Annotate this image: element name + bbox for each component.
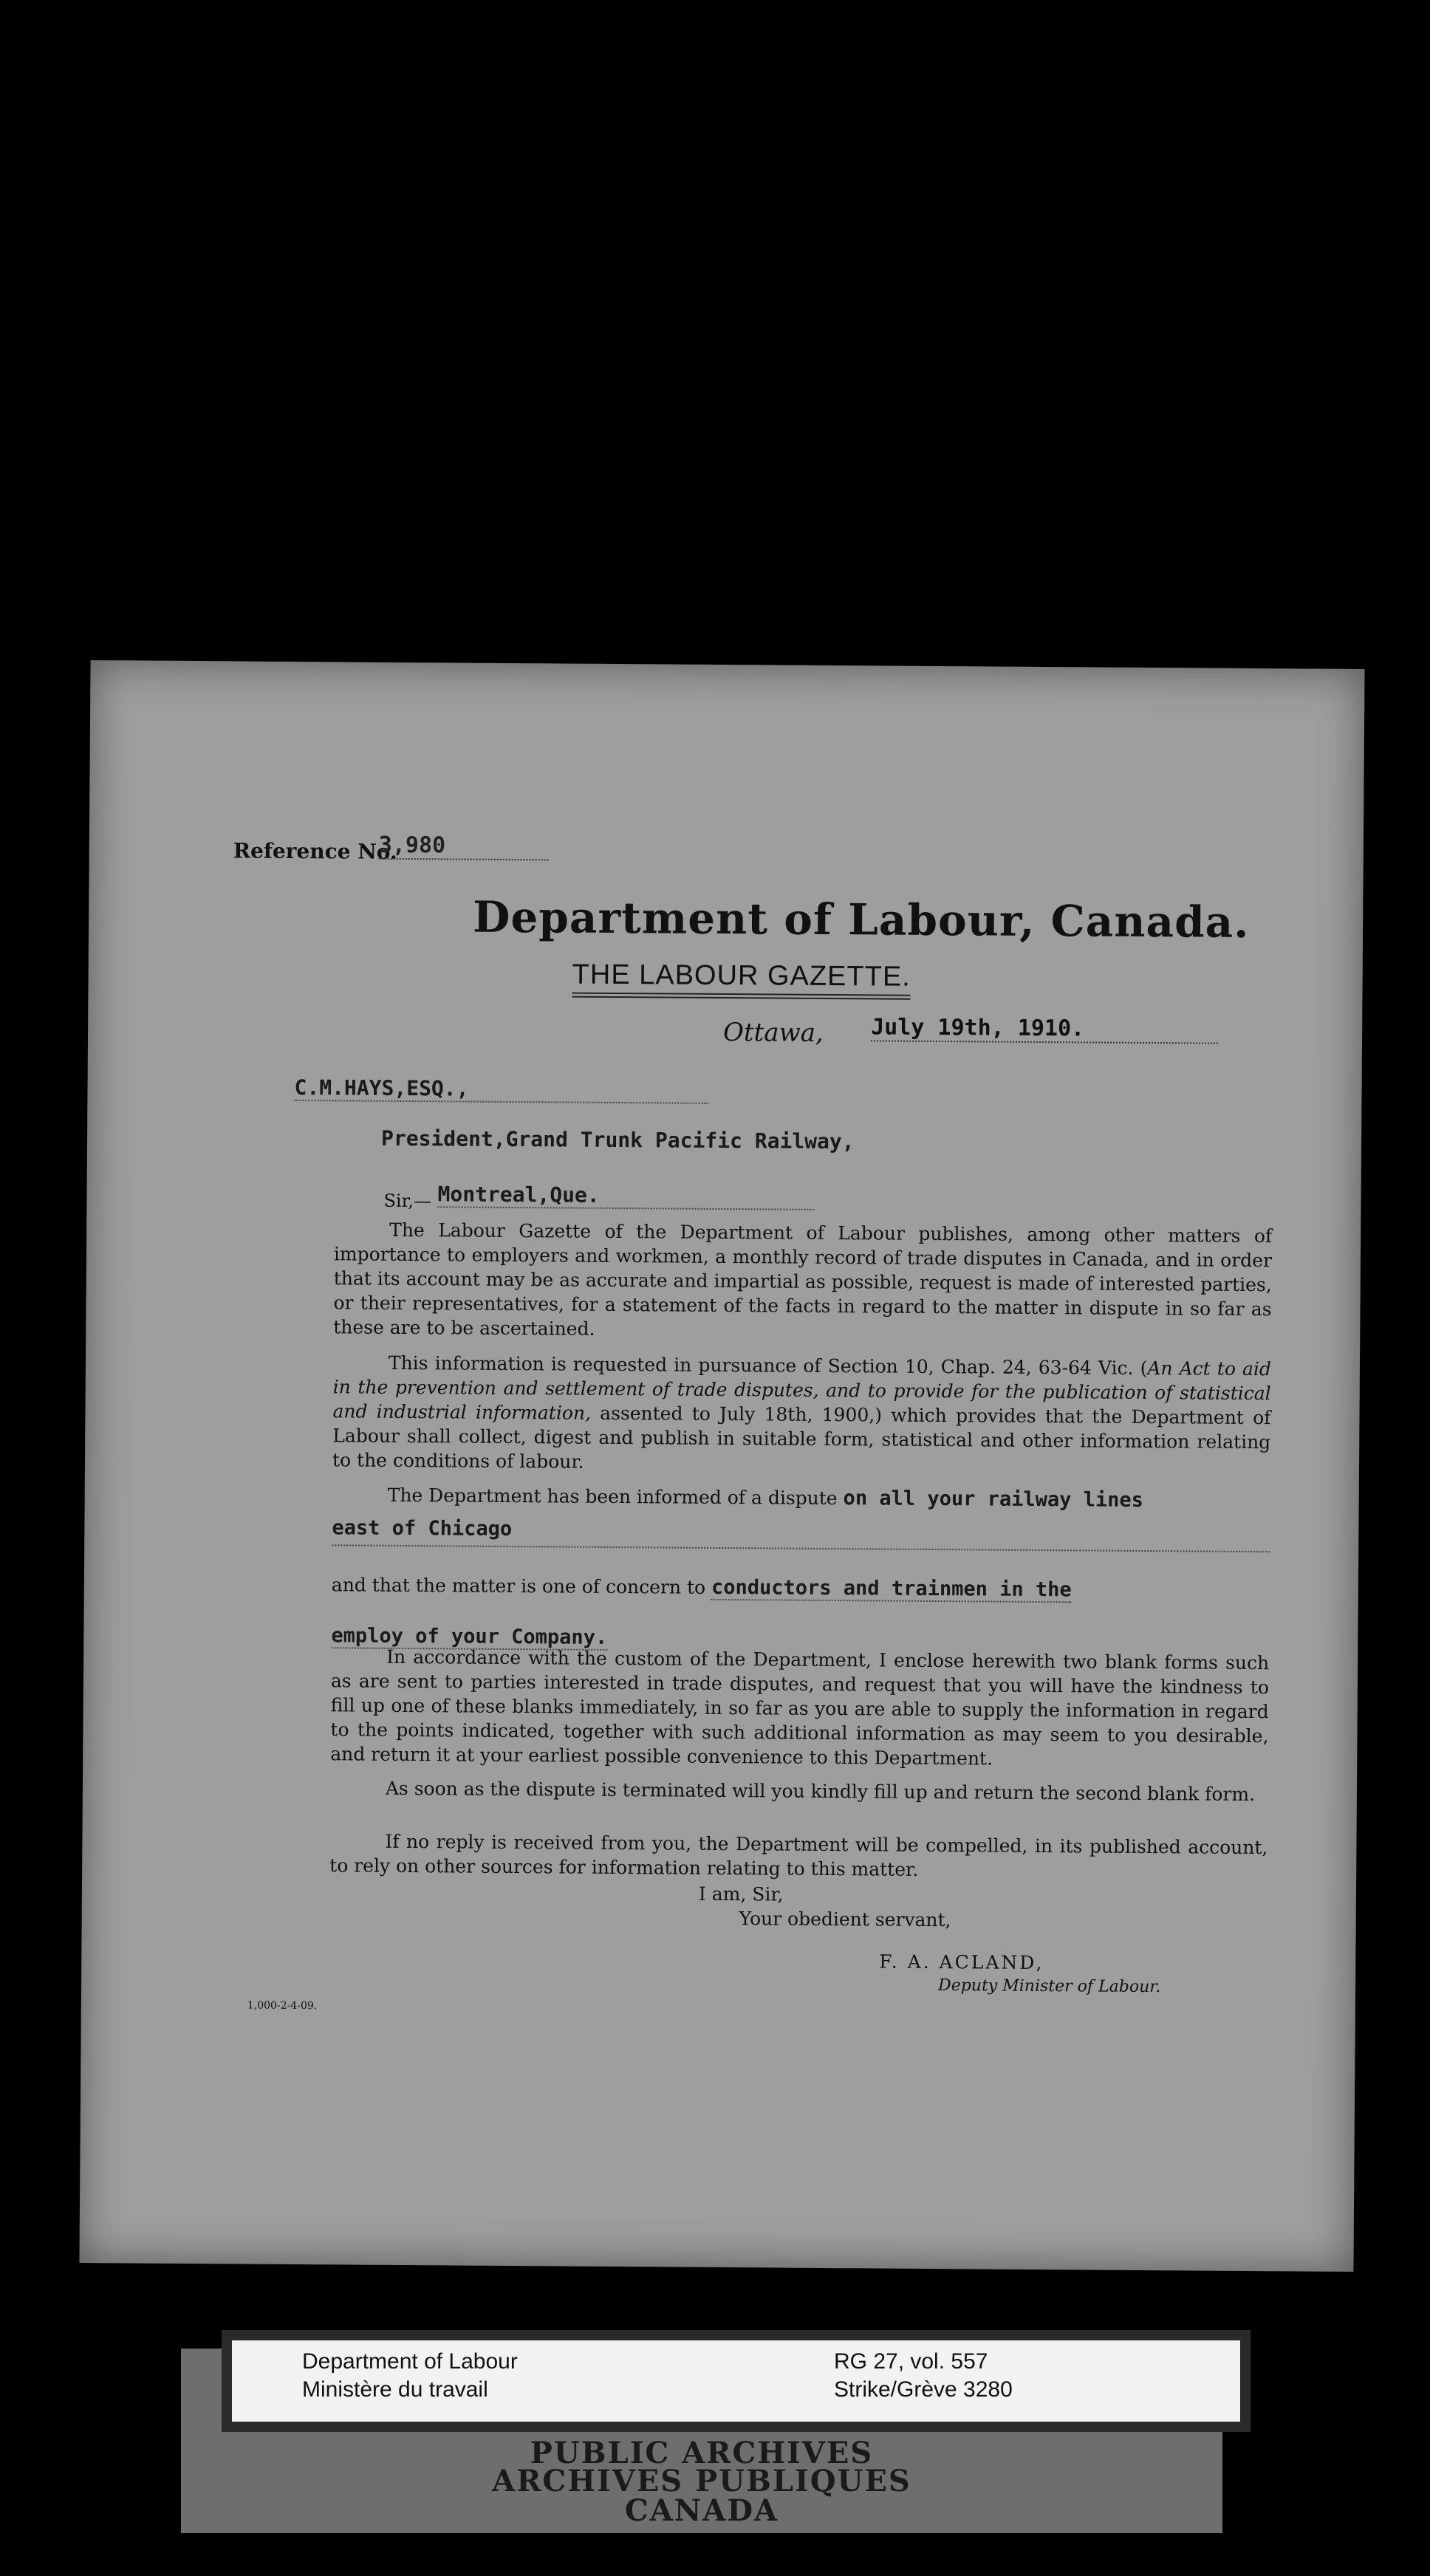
dispute-location: on all your railway lines <box>843 1487 1144 1512</box>
label-ref: RG 27, vol. 557 <box>834 2349 988 2374</box>
paragraph-4: In accordance with the custom of the Department, I enclose herewith two blank forms such as are sent to parties interested in trade disputes, and request that you will have the kindness to fill up one of these blanks immediately, in so far as you are able to supply the information in regard to the points indicated, together with such additional information as may seem to you desirable, and return it at your earliest possible convenience to this Department. <box>330 1645 1270 1770</box>
paragraph-1: The Labour Gazette of the Department of Labour publishes, among other matters of importance to employers and workmen, a monthly record of trade disputes in Canada, and in order that its account may be as accurate and impartial as possible, request is made of interested parties, or their representatives, for a statement of the facts in regard to the matter in dispute in so far as these are to be ascertained. <box>333 1219 1273 1340</box>
addressee-name: C.M.HAYS,ESQ., <box>294 1075 708 1104</box>
paragraph-5: As soon as the dispute is terminated will you kindly fill up and return the second blank form. <box>385 1777 1256 1806</box>
gazette-title: THE LABOUR GAZETTE. <box>572 959 910 996</box>
concerned-parties: conductors and trainmen in the <box>711 1575 1072 1602</box>
label-file: Strike/Grève 3280 <box>834 2377 1013 2402</box>
act-title: An Act to aid in the prevention and settlement of trade disputes, and to provide for the publication of statistical and industrial information, <box>332 1357 1272 1424</box>
place: Ottawa, <box>722 1017 824 1048</box>
addressee-title: President,Grand Trunk Pacific Railway, <box>380 1126 855 1154</box>
reference-label: Reference No. <box>233 838 397 864</box>
department-title: Department of Labour, Canada. <box>472 891 1250 948</box>
label-dept-fr: Ministère du travail <box>302 2377 488 2402</box>
signer-title: Deputy Minister of Labour. <box>938 1976 1161 1997</box>
concerned-parties-cont: employ of your Company. <box>331 1624 608 1649</box>
salutation: Sir,— <box>383 1190 432 1212</box>
paragraph-3: The Department has been informed of a dispute on all your railway lines east of Chicago and that the matter is one of concern to conductors and trainmen in the employ of your Company. <box>331 1478 1270 1657</box>
reference-number: 3,980 <box>379 832 549 861</box>
label-dept-en: Department of Labour <box>302 2349 518 2374</box>
closing-line-2: Your obedient servant, <box>739 1908 951 1931</box>
closing-line-1: I am, Sir, <box>698 1883 784 1905</box>
archive-label <box>222 2330 1251 2432</box>
dispute-location-cont: east of Chicago <box>332 1516 513 1541</box>
archive-stamp-line-2: ARCHIVES PUBLIQUES <box>492 2464 911 2498</box>
signer-name: F. A. ACLAND, <box>879 1950 1044 1974</box>
archive-stamp-line-1: PUBLIC ARCHIVES <box>530 2436 874 2470</box>
paragraph-2: This information is requested in pursuance of Section 10, Chap. 24, 63-64 Vic. (An Act to aid in the prevention and settlement of trade disputes, and to provide for the publication of statistical and industrial information, assented to July 18th, 1900,) which provides that the Department of Labour shall collect, digest and publish in suitable form, statistical and other information relating to the conditions of labour. <box>332 1352 1272 1473</box>
archive-stamp-line-3: CANADA <box>624 2493 779 2528</box>
print-code: 1,000-2-4-09. <box>247 1999 318 2012</box>
letter-page <box>79 660 1364 2272</box>
paragraph-6: If no reply is received from you, the Department will be compelled, in its published account, to rely on other sources for information relating to this matter. <box>329 1830 1268 1880</box>
letter-date: July 19th, 1910. <box>871 1014 1218 1044</box>
addressee-city: Montreal,Que. <box>437 1182 814 1210</box>
